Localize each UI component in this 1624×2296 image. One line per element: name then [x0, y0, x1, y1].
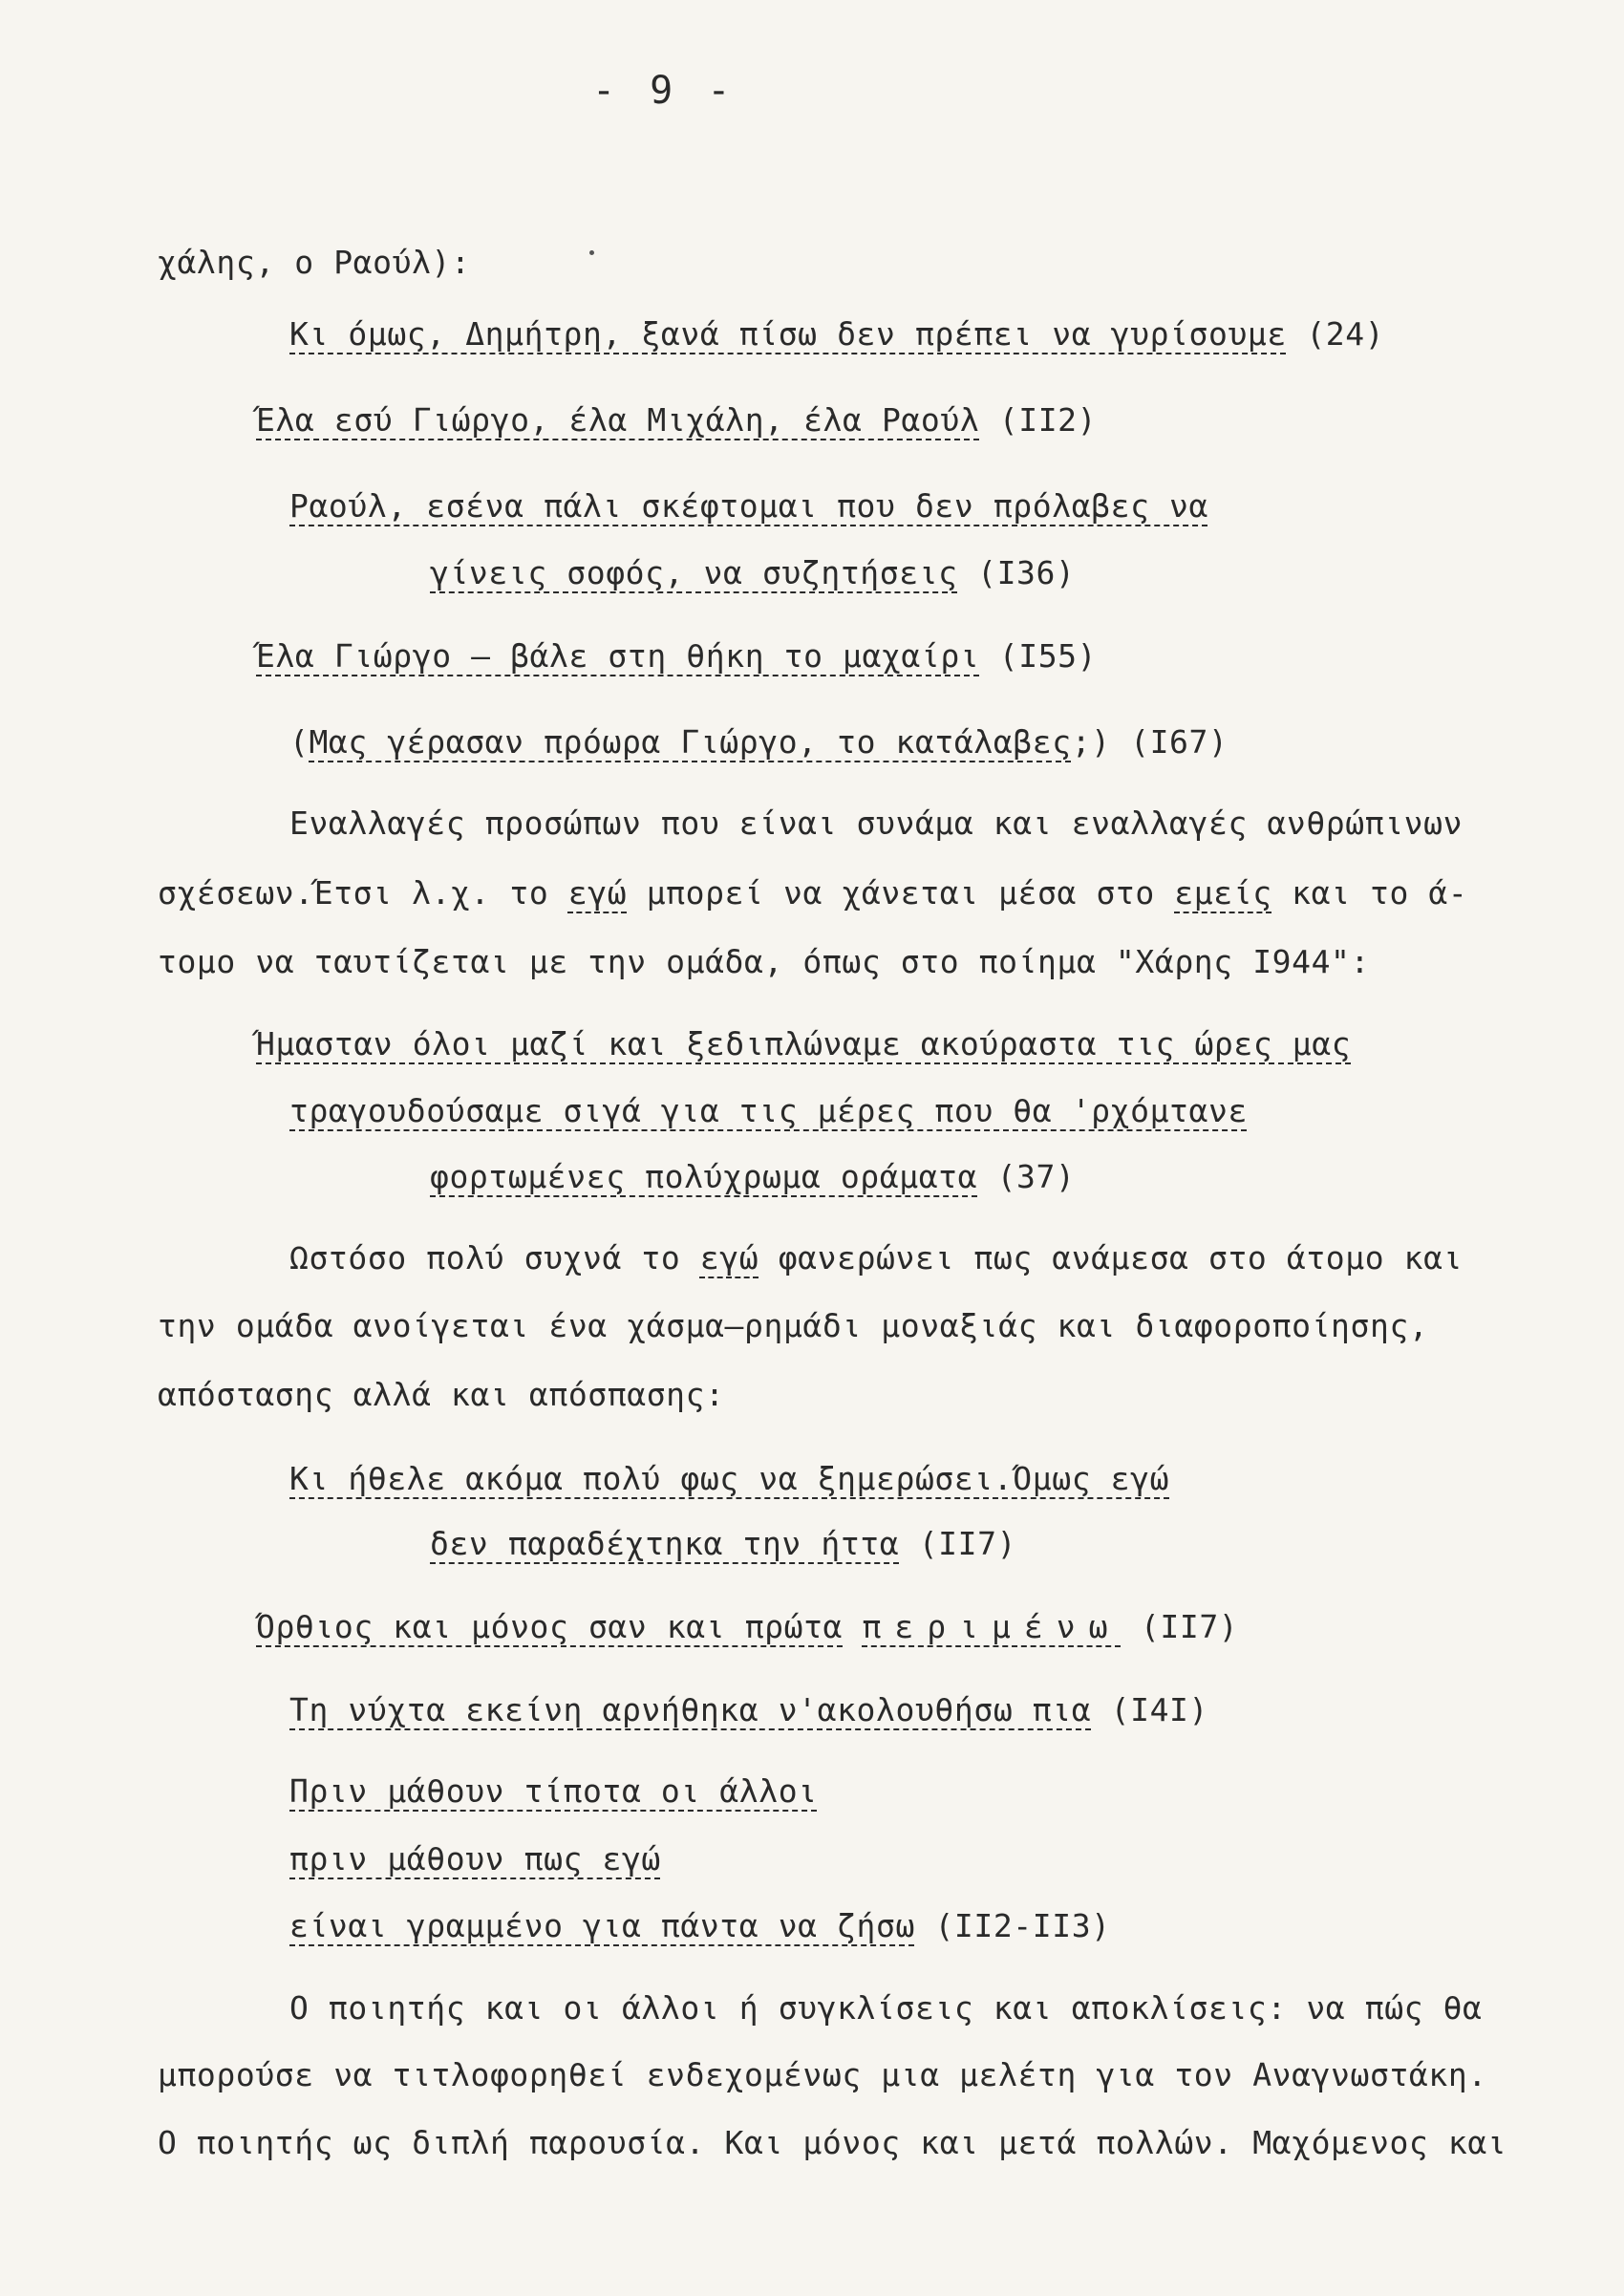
quote-line-11 — [256, 1025, 1351, 1063]
quote-text: τραγουδούσαμε σιγά για τις μέρες που θα 'ρχόμτανε — [289, 1092, 1248, 1129]
text-line-9 — [158, 874, 1467, 912]
quote-line-4 — [289, 487, 1208, 526]
text-segment: σχέσεων.Έτσι λ.χ. το — [158, 874, 568, 912]
quote-line-13 — [430, 1158, 1075, 1196]
quote-text: Ήμασταν όλοι μαζί και ξεδιπλώναμε ακούραστα τις ώρες μας — [256, 1025, 1352, 1062]
quote-text: Πριν μάθουν τίποτα οι άλλοι — [289, 1772, 818, 1810]
quote-line-12 — [289, 1092, 1248, 1130]
text-line-15: την ομάδα ανοίγεται ένα χάσμα—ρημάδι μοναξιάς και διαφοροποίησης, — [158, 1307, 1429, 1344]
quote-text: Όρθιος και μόνος σαν και πρώτα — [256, 1608, 844, 1645]
quote-line-7 — [289, 723, 1228, 762]
emphasis-word: εγώ — [699, 1239, 759, 1277]
text-line-10: τομο να ταυτίζεται με την ομάδα, όπως στο ποίημα "Χάρης I944": — [158, 943, 1370, 980]
text-segment: μπορεί να χάνεται μέσα στο — [627, 874, 1175, 912]
quote-ref: (II7) — [918, 1525, 1017, 1562]
quote-text: Κι ήθελε ακόμα πολύ φως να ξημερώσει.Όμως εγώ — [289, 1460, 1170, 1497]
quote-text: Έλα εσύ Γιώργο, έλα Μιχάλη, έλα Ραούλ — [256, 401, 980, 439]
emphasis-word: εμείς — [1174, 874, 1272, 912]
quote-line-19 — [256, 1608, 1238, 1646]
quote-text: δεν παραδέχτηκα την ήττα — [430, 1525, 900, 1562]
quote-line-17 — [289, 1460, 1169, 1498]
text-line-24: Ο ποιητής και οι άλλοι ή συγκλίσεις και αποκλίσεις: να πώς θα — [289, 1989, 1483, 2027]
quote-ref: (II7) — [1140, 1608, 1239, 1645]
text-segment: και το ά- — [1271, 874, 1468, 912]
quote-text: Ραούλ, εσένα πάλι σκέφτομαι που δεν πρόλαβες να — [289, 487, 1208, 525]
quote-line-3 — [256, 401, 1097, 440]
quote-ref: (I4I) — [1110, 1691, 1208, 1728]
quote-ref: (24) — [1306, 315, 1385, 353]
text-line-14 — [289, 1239, 1463, 1277]
quote-ref: (I67) — [1130, 723, 1229, 761]
paren-close: ;) — [1071, 723, 1111, 761]
text-line-26: Ο ποιητής ως διπλή παρουσία. Και μόνος και μετά πολλών. Μαχόμενος και — [158, 2124, 1507, 2161]
quote-text: Έλα Γιώργο — βάλε στη θήκη το μαχαίρι — [256, 637, 980, 675]
paren-open: ( — [289, 723, 310, 761]
text-segment: φανερώνει πως ανάμεσα στο άτομο και — [759, 1239, 1464, 1277]
quote-ref: (37) — [996, 1158, 1076, 1195]
quote-ref: (I36) — [977, 554, 1076, 591]
quote-ref: (I55) — [998, 637, 1098, 675]
quote-line-18 — [430, 1525, 1016, 1563]
quote-ref: (II2-II3) — [934, 1907, 1111, 1944]
quote-text: πριν μάθουν πως εγώ — [289, 1840, 661, 1878]
quote-text: Τη νύχτα εκείνη αρνήθηκα ν'ακολουθήσω πια — [289, 1691, 1092, 1728]
ink-speck — [589, 250, 594, 255]
quote-line-21 — [289, 1772, 818, 1811]
text-line-8: Εναλλαγές προσώπων που είναι συνάμα και εναλλαγές ανθρώπινων — [289, 805, 1464, 842]
quote-text: φορτωμένες πολύχρωμα οράματα — [430, 1158, 978, 1195]
emphasis-word: εγώ — [567, 874, 628, 912]
quote-line-2 — [289, 315, 1384, 354]
quote-line-20 — [289, 1691, 1208, 1729]
quote-text: Κι όμως, Δημήτρη, ξανά πίσω δεν πρέπει να γυρίσουμε — [289, 315, 1287, 353]
quote-text: είναι γραμμένο για πάντα να ζήσω — [289, 1907, 915, 1944]
page-number: - 9 - — [592, 69, 737, 113]
text-line-1: χάλης, ο Ραούλ): — [158, 244, 471, 281]
quote-line-22 — [289, 1840, 661, 1878]
text-line-25: μπορούσε να τιτλοφορηθεί ενδεχομένως μια μελέτη για τον Αναγνωστάκη. — [158, 2056, 1487, 2093]
spaced-word: περιμένω — [862, 1608, 1122, 1645]
text-line-16: απόστασης αλλά και απόσπασης: — [158, 1376, 725, 1413]
quote-text: γίνεις σοφός, να συζητήσεις — [430, 554, 958, 591]
text-segment: Ωστόσο πολύ συχνά το — [289, 1239, 700, 1277]
quote-line-6 — [256, 637, 1097, 676]
quote-text: Μας γέρασαν πρόωρα Γιώργο, το κατάλαβες — [309, 723, 1072, 761]
quote-ref: (II2) — [998, 401, 1098, 439]
quote-line-23 — [289, 1907, 1111, 1945]
quote-line-5 — [430, 554, 1075, 592]
